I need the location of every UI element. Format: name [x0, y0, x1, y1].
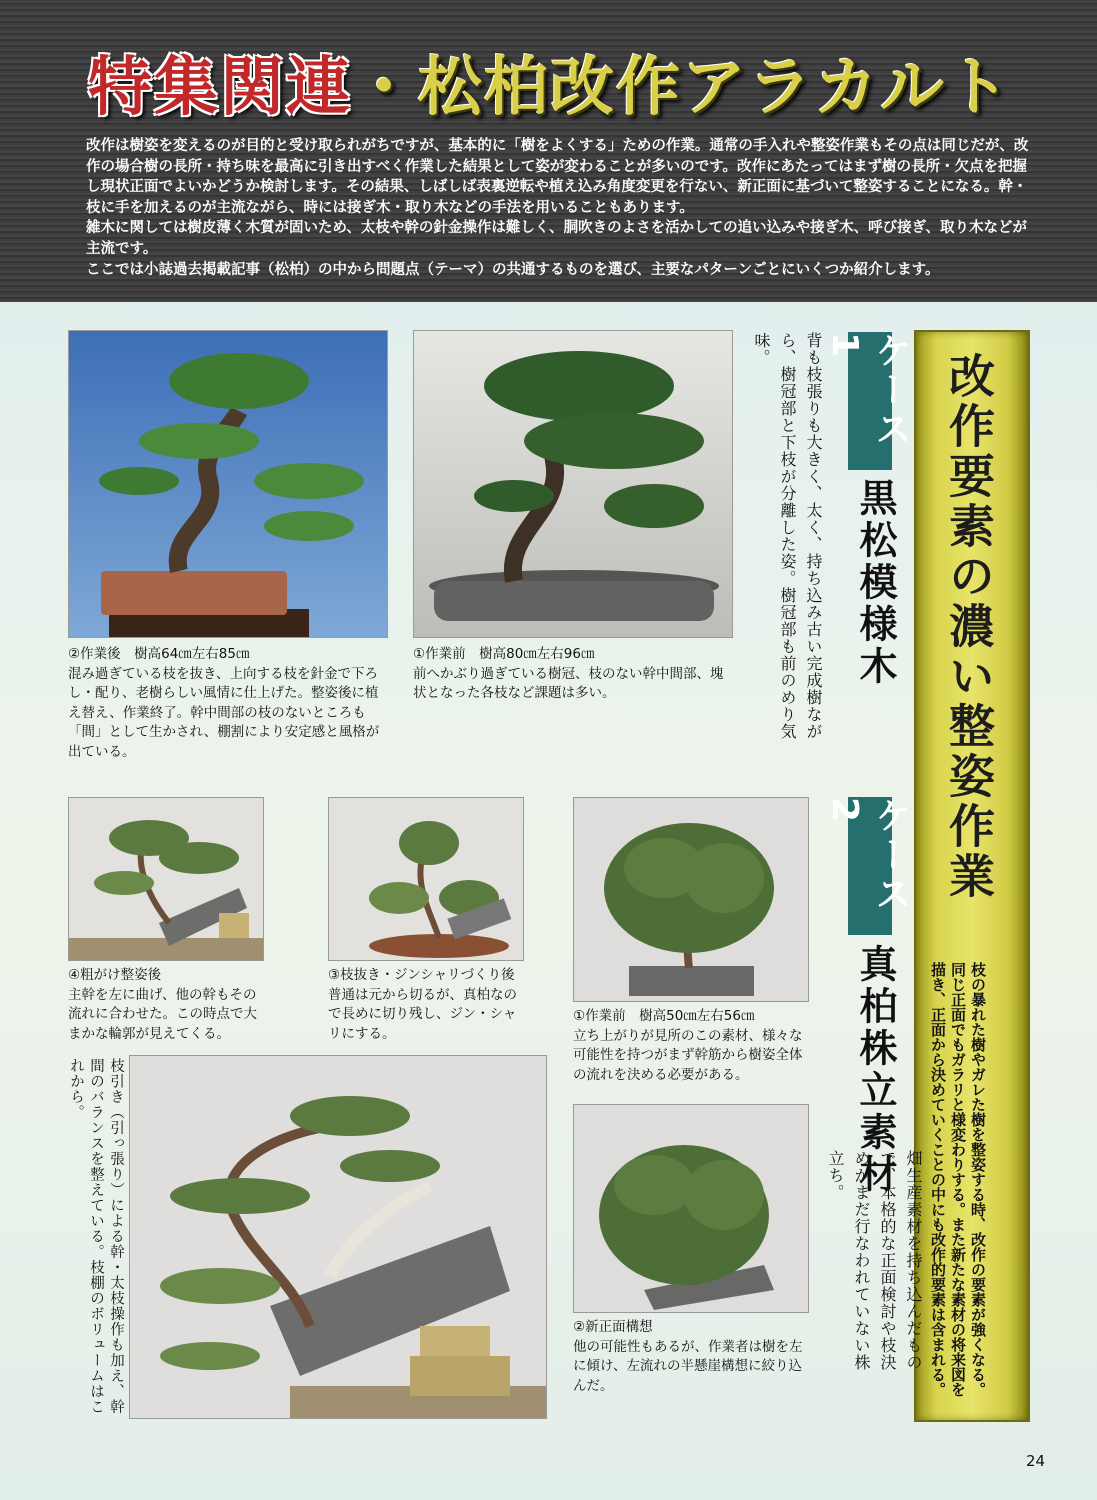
caption-head: ③枝抜き・ジンシャリづくり後 — [328, 967, 515, 983]
case2-title: 真柏株立素材 — [853, 944, 897, 1196]
photo-case1-after — [68, 330, 388, 638]
title-yellow: ・松柏改作アラカルト — [352, 51, 1012, 125]
page-number: 24 — [1026, 1452, 1046, 1470]
caption-case2-3 — [328, 966, 528, 1044]
caption-head: ②作業後 樹高64㎝左右85㎝ — [68, 646, 250, 662]
caption-body: 混み過ぎている枝を抜き、上向する枝を針金で下ろし・配り、老樹らしい風情に仕上げた。整姿後に植え替え、作業終了。幹中間部の枝のないところも「間」として生かされ、棚割により安定感と風格が出ている。 — [68, 665, 380, 760]
case1-title: 黒松模様木 — [853, 478, 897, 688]
caption-body: 前へかぶり過ぎている樹冠、枝のない幹中間部、塊状となった各枝など課題は多い。 — [413, 665, 724, 701]
caption-body: 立ち上がりが見所のこの素材、様々な可能性を持つがまず幹筋から樹姿全体の流れを決める必要がある。 — [573, 1027, 803, 1083]
photo-case2-3 — [328, 797, 524, 961]
intro-paragraph: ここでは小誌過去掲載記事（松柏）の中から問題点（テーマ）の共通するものを選び、主要なパターンごとにいくつか紹介します。 — [86, 261, 940, 278]
caption-head: ④粗がけ整姿後 — [68, 967, 162, 983]
case1-description: 背も枝張りも大きく、太く、持ち込み古い完成樹ながら、樹冠部と下枝が分離した姿。樹冠部も前のめり気味。 — [752, 332, 823, 740]
photo-case2-4 — [68, 797, 264, 961]
photo-case2-2 — [573, 1104, 809, 1313]
caption-case1-before — [413, 645, 735, 704]
photo-case2-5 — [129, 1055, 547, 1419]
caption-head: ①作業前 樹高50㎝左右56㎝ — [573, 1008, 755, 1024]
caption-head: ②新正面構想 — [573, 1319, 653, 1335]
caption-body: 普通は元から切るが、真柏なので長めに切り残し、ジン・シャリにする。 — [328, 986, 517, 1042]
intro-paragraph: 改作は樹姿を変えるのが目的と受け取られがちですが、基本的に「樹をよくする」ための作業。通常の手入れや整姿作業もその点は同じだが、改作の場合樹の長所・持ち味を最高に引き出すべく作業した結果として姿が変わることが多いのです。改作にあたってはまず樹の長所・欠点を把握し現状正面でよいかどうか検討します。その結果、しばしば表裏逆転や植え込み角度変更を行ない、新正面に基づいて整姿することになる。幹・枝に手を加えるのが主流ながら、時には接ぎ木・取り木などの手法を用いることもあります。 — [86, 138, 1029, 216]
feature-text: 枝の暴れた樹やガレた樹を整姿する時、改作の要素が強くなる。同じ正面でもガラリと様変わりする。また新たな素材の将来図を描き、正面から決めていくことの中にも改作的要素は含まれる。 — [929, 962, 987, 1397]
case2-description: 畑生産素材を持ち込んだもので、本格的な正面検討や枝決めがまだ行なわれていない株立ち。 — [826, 1150, 923, 1371]
caption-case1-after — [68, 645, 390, 762]
intro-paragraph: 雑木に関しては樹皮薄く木質が固いため、太枝や幹の針金操作は難しく、胴吹きのよさを活かしての追い込みや接ぎ木、呼び接ぎ、取り木などが主流です。 — [86, 220, 1028, 257]
caption-case2-4 — [68, 966, 268, 1044]
caption-body: 他の可能性もあるが、作業者は樹を左に傾け、左流れの半懸崖構想に絞り込んだ。 — [573, 1338, 803, 1394]
case2-label: ケース2 — [848, 797, 892, 935]
feature-title: 改作要素の濃い整姿作業 — [942, 352, 996, 902]
caption-body: 枝引き（引っ張り）による幹・太枝操作も加え、幹間のバランスを整えている。枝棚のボリュームはこれから。 — [68, 1058, 124, 1415]
caption-case2-2 — [573, 1318, 809, 1396]
photo-case1-before — [413, 330, 733, 638]
caption-head: ①作業前 樹高80㎝左右96㎝ — [413, 646, 595, 662]
case1-label: ケース1 — [848, 332, 892, 470]
photo-case2-1 — [573, 797, 809, 1002]
header-band — [0, 0, 1097, 302]
intro-text — [86, 136, 1031, 280]
caption-body: 主幹を左に曲げ、他の幹もその流れに合わせた。この時点で大まかな輪郭が見えてくる。 — [68, 986, 257, 1042]
caption-case2-1 — [573, 1007, 809, 1085]
page-title — [88, 36, 1012, 128]
title-red: 特集関連 — [88, 51, 352, 125]
